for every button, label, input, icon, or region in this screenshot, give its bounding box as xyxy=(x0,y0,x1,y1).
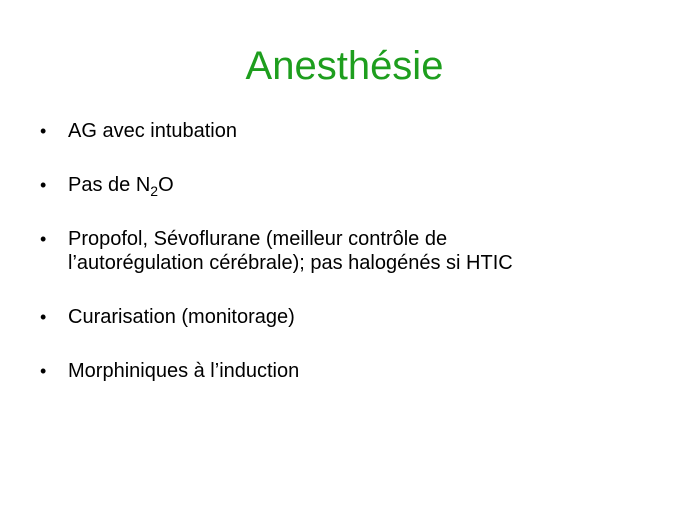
bullet-dot-icon: • xyxy=(40,307,47,327)
bullet-text-subscript: 2 xyxy=(150,183,159,199)
bullet-text-prefix: Pas de N xyxy=(68,174,151,196)
bullet-item xyxy=(40,359,660,383)
bullet-text-line-1: Propofol, Sévoflurane (meilleur contrôle de xyxy=(68,228,448,250)
bullet-text-line-2: l’autorégulation cérébrale); pas halogénés si HTIC xyxy=(68,252,513,274)
bullet-dot-icon: • xyxy=(40,229,47,249)
bullet-list xyxy=(40,119,660,383)
slide-title: Anesthésie xyxy=(245,44,444,88)
bullet-dot-icon: • xyxy=(40,175,47,195)
bullet-item xyxy=(40,173,660,197)
bullet-text-suffix: O xyxy=(158,174,174,196)
bullet-item xyxy=(40,227,660,275)
bullet-text xyxy=(68,174,174,199)
bullet-text: AG avec intubation xyxy=(68,120,237,142)
bullet-dot-icon: • xyxy=(40,361,47,381)
bullet-dot-icon: • xyxy=(40,121,47,141)
bullet-item xyxy=(40,305,660,329)
bullet-text: Morphiniques à l’induction xyxy=(68,360,300,382)
bullet-text: Curarisation (monitorage) xyxy=(68,306,295,328)
bullet-item xyxy=(40,119,660,143)
